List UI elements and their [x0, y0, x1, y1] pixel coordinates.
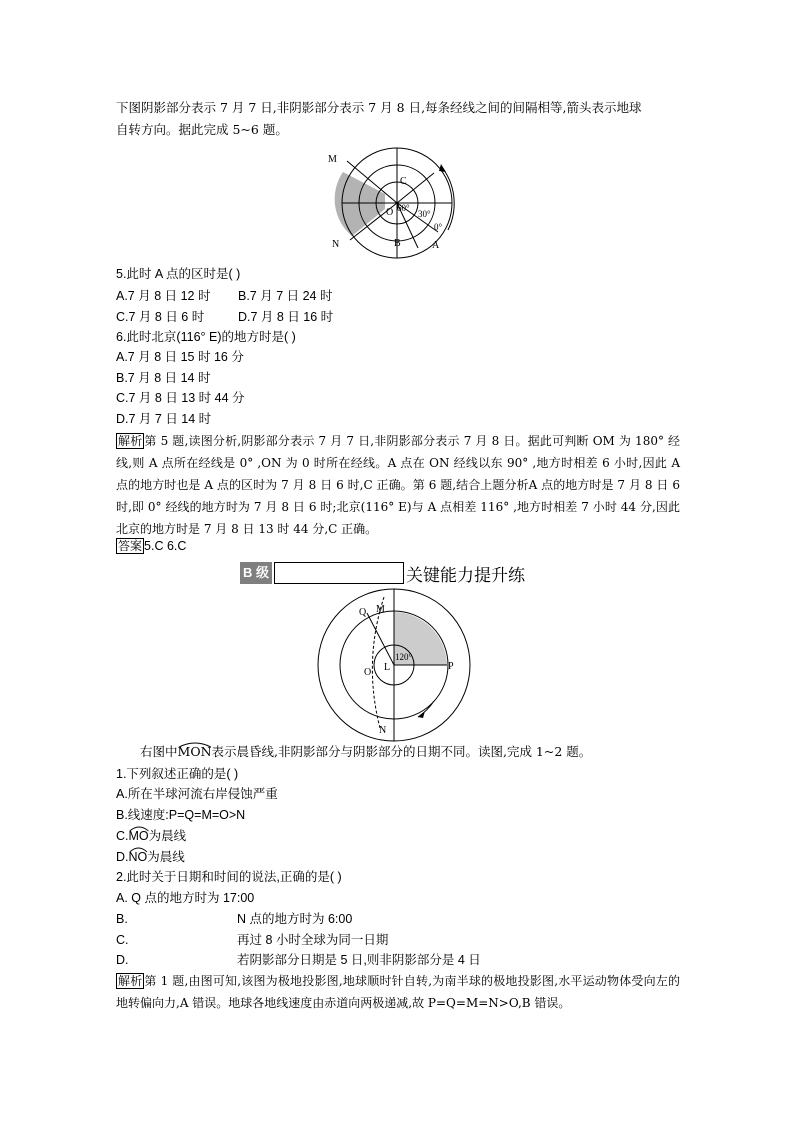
level-b-title: 关键能力提升练 — [406, 566, 525, 585]
q1-option-d — [116, 849, 185, 865]
q1-stem: 1.下列叙述正确的是( ) — [116, 767, 239, 781]
q2-option-c-letter: C. — [116, 933, 129, 947]
level-b-tag: B 级 — [240, 562, 272, 584]
q6-option-c: C.7 月 8 日 13 时 44 分 — [116, 391, 245, 405]
q5-option-c: C.7 月 8 日 6 时 — [116, 310, 205, 324]
label-n: N — [332, 239, 340, 250]
analysis-label: 解析 — [118, 434, 143, 448]
arc-no — [129, 849, 148, 865]
answer-text: 5.C 6.C — [144, 539, 187, 553]
label-c: C — [400, 176, 407, 187]
q1-option-a: A.所在半球河流右岸侵蚀严重 — [116, 787, 278, 801]
q1-option-d-text: 为晨线 — [147, 850, 185, 864]
q2-option-d-letter: D. — [116, 953, 129, 967]
q5-option-a: A.7 月 8 日 12 时 — [116, 289, 211, 303]
q5-option-d: D.7 月 8 日 16 时 — [238, 310, 334, 324]
label-a: A — [432, 240, 440, 251]
intro-2-post: 表示晨昏线,非阴影部分与阴影部分的日期不同。读图,完成 1~2 题。 — [211, 744, 592, 759]
label-o: O — [364, 667, 372, 678]
q2-option-c-text: 再过 8 小时全球为同一日期 — [237, 933, 389, 947]
arc-mo-text: MO — [128, 829, 149, 843]
q1-option-b: B.线速度:P=Q=M=O>N — [116, 808, 246, 822]
q2-stem: 2.此时关于日期和时间的说法,正确的是( ) — [116, 870, 342, 884]
answer-5-6 — [116, 538, 186, 554]
label-o: O — [386, 207, 394, 218]
intro-line-1: 下图阴影部分表示 7 月 7 日,非阴影部分表示 7 月 8 日,每条经线之间的间隔相等,箭头表示地球 — [116, 100, 642, 115]
q1-option-d-letter: D. — [116, 850, 129, 864]
q1-option-c — [116, 828, 186, 844]
level-b-bar — [274, 562, 404, 584]
figure-1-polar-diagram — [330, 148, 470, 254]
arc-mon-text: MON — [177, 744, 212, 759]
q2-option-b-letter: B. — [116, 912, 128, 926]
q2-option-d-text: 若阴影部分日期是 5 日,则非阴影部分是 4 日 — [237, 953, 481, 967]
analysis-text: 第 1 题,由图可知,该图为极地投影图,地球顺时针自转,为南半球的极地投影图,水平运动物体受向左的地转偏向力,A 错误。地球各地线速度由赤道向两极递减,故 P=Q=M=N>O,B 错误。 — [116, 974, 680, 1010]
figure-2-polar-diagram — [306, 600, 462, 734]
answer-label: 答案 — [118, 539, 143, 553]
analysis-5-6 — [116, 430, 680, 540]
q6-option-b: B.7 月 8 日 14 时 — [116, 371, 211, 385]
q6-stem: 6.此时北京(116° E)的地方时是( ) — [116, 330, 296, 344]
q5-option-b: B.7 月 7 日 24 时 — [238, 289, 333, 303]
rotation-arrow-icon — [439, 164, 446, 172]
q2-option-a: A. Q 点的地方时为 17:00 — [116, 891, 255, 905]
label-l: L — [384, 662, 391, 673]
analysis-text: 第 5 题,读图分析,阴影部分表示 7 月 7 日,非阴影部分表示 7 月 8 日。据此可判断 OM 为 180° 经线,则 A 点所在经线是 0° ,ON 为 0 时所在经线。A 点在 ON 经线以东 90° ,地方时相差 6 小时,因此 A 点的地方时也是 A 点的区时为 7 月 8 日 6 时,C 正确。第 6 题,结合上题分析A 点的地方时是 7 月 8 日 6 时,即 0° 经线的地方时为 7 月 8 日 6 时;北京(116° E)与 A 点相差 116° ,地方时相差 7 小时 44 分,因此北京的地方时是 7 月 8 日 13 时 44 分,C 正确。 — [116, 434, 680, 536]
arc-mon — [178, 744, 212, 760]
label-q: Q — [359, 607, 367, 618]
q6-option-d: D.7 月 7 日 14 时 — [116, 412, 212, 426]
intro-line-2: 自转方向。据此完成 5~6 题。 — [116, 122, 288, 137]
label-120-deg: 120° — [395, 652, 413, 662]
q1-option-c-letter: C. — [116, 829, 129, 843]
q2-option-b-text: N 点的地方时为 6:00 — [237, 912, 353, 926]
q5-stem: 5.此时 A 点的区时是( ) — [116, 267, 241, 281]
analysis-label: 解析 — [118, 974, 143, 988]
arc-mo — [129, 828, 149, 844]
q6-option-a: A.7 月 8 日 15 时 16 分 — [116, 350, 244, 364]
label-m: M — [328, 154, 337, 165]
label-60-deg: 60° — [397, 203, 410, 213]
analysis-1-2 — [116, 970, 680, 1014]
label-30-deg: 30° — [418, 209, 431, 219]
q1-option-c-text: 为晨线 — [148, 829, 187, 843]
label-b: B — [394, 238, 401, 249]
label-p: P — [448, 661, 454, 672]
intro-2-pre: 右图中 — [140, 744, 178, 759]
label-m: M — [376, 604, 385, 615]
label-n: N — [379, 725, 387, 736]
label-0-deg: 0° — [434, 222, 443, 232]
intro-2 — [140, 744, 591, 760]
arc-no-text: NO — [128, 850, 148, 864]
